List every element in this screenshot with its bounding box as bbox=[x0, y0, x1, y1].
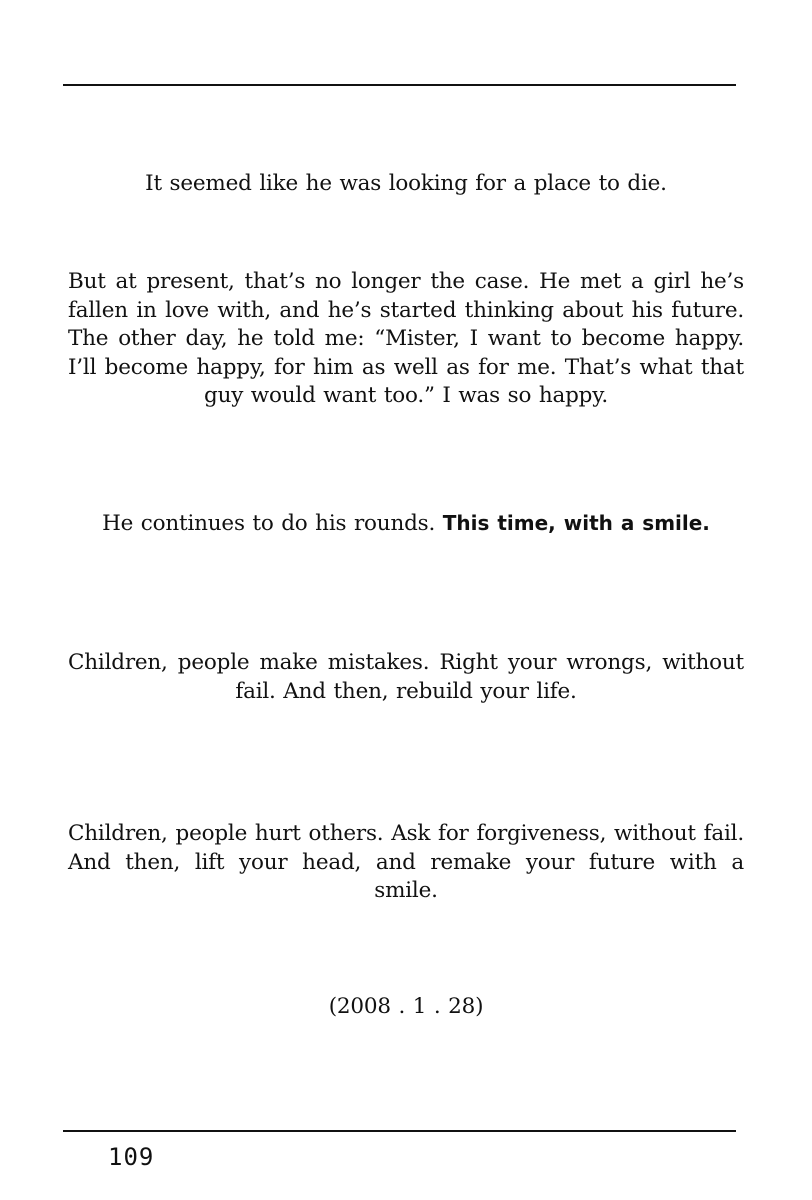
page-number: 109 bbox=[108, 1143, 155, 1171]
date-line: (2008 . 1 . 28) bbox=[328, 994, 484, 1019]
paragraph-4: Children, people make mistakes. Right your wrongs, without fail. And then, rebuild your life. bbox=[68, 650, 744, 704]
paragraph-3 bbox=[68, 509, 744, 539]
paragraph-5: Children, people hurt others. Ask for forgiveness, without fail. And then, lift your head, and remake your future with a smile. bbox=[68, 821, 744, 903]
paragraph-2: But at present, that’s no longer the case. He met a girl he’s fallen in love with, and he’s started thinking about his future. The other day, he told me: “Mister, I want to become happy. I’ll become happy, for him as well as for me. That’s what that guy would want too.” I was so happy. bbox=[68, 269, 744, 408]
paragraph-3-bold-text: This time, with a smile. bbox=[442, 511, 710, 535]
footer-rule bbox=[63, 1130, 736, 1132]
paragraph-1: It seemed like he was looking for a place to die. bbox=[145, 171, 667, 196]
header-rule bbox=[63, 84, 736, 86]
paragraph-3-text: He continues to do his rounds. bbox=[102, 511, 443, 536]
